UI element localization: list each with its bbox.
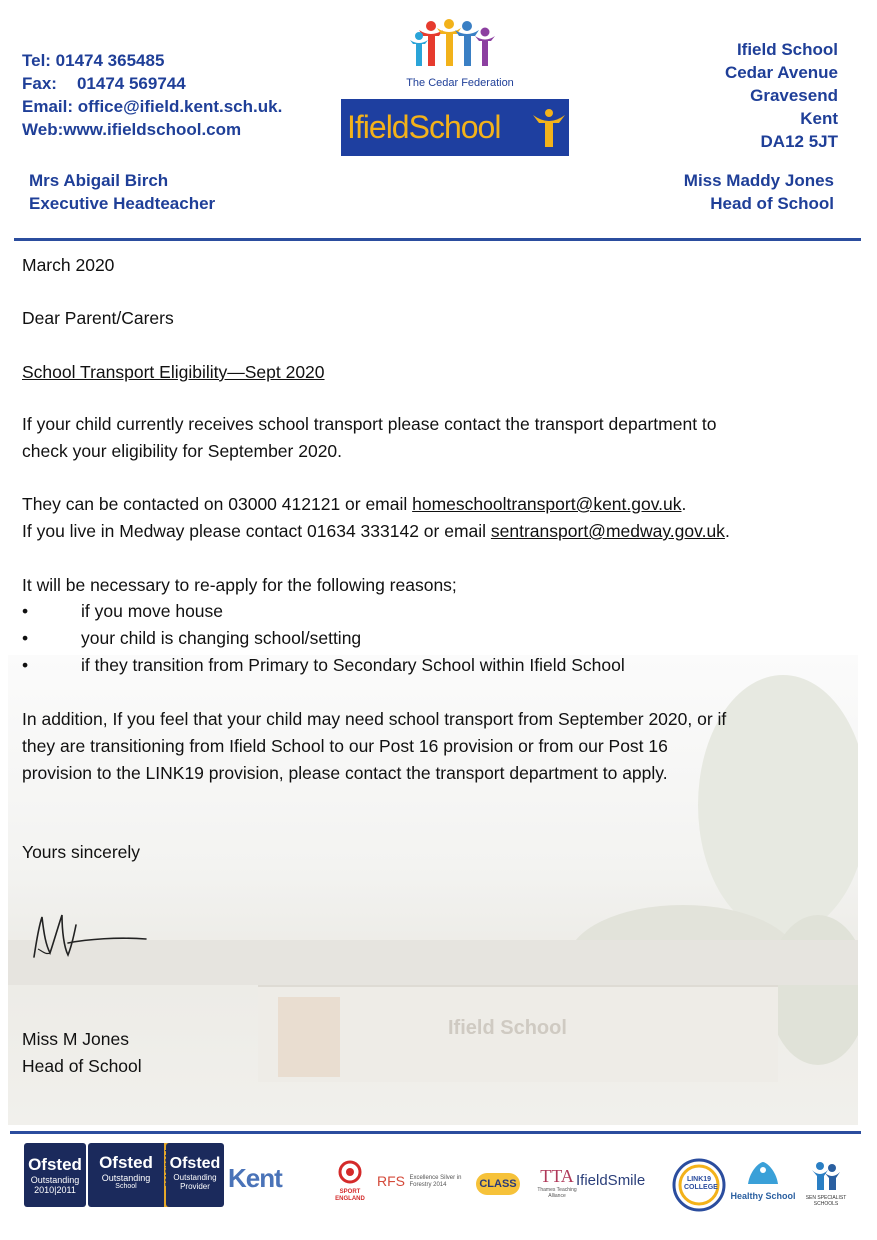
closing: Yours sincerely	[22, 842, 141, 862]
kent-logo	[228, 1163, 282, 1194]
paragraph-line: In addition, If you feel that your child may need school transport from September 2020, or if	[22, 709, 727, 729]
fax-label: Fax:	[22, 74, 57, 93]
reason-text: if you move house	[81, 601, 224, 621]
link19-logo	[670, 1156, 728, 1214]
telephone: Tel: 01474 365485	[22, 51, 165, 70]
school-address	[725, 38, 838, 153]
reasons-list	[22, 598, 625, 679]
paragraph-line: check your eligibility for September 2020.	[22, 441, 343, 461]
sport-england-logo	[330, 1160, 370, 1203]
rfs-subtext: Excellence Silver in Forestry 2014	[409, 1174, 462, 1188]
cedar-federation-logo	[395, 16, 525, 92]
kent-email-link[interactable]: homeschooltransport@kent.gov.uk	[412, 494, 682, 514]
bullet-icon: •	[22, 601, 29, 621]
contact-text: They can be contacted on 03000 412121 or email	[22, 494, 413, 514]
ifield-smile-logo	[576, 1172, 645, 1189]
ofsted-word: Ofsted	[28, 1155, 82, 1174]
paragraph-additional	[22, 706, 726, 787]
ofsted-sub: Outstanding	[30, 1175, 80, 1185]
head-of-school	[684, 169, 834, 215]
list-item	[22, 598, 625, 625]
tta-logo	[532, 1166, 582, 1199]
ofsted-badge-2010	[24, 1143, 86, 1207]
ofsted-sub2: Provider	[180, 1182, 210, 1191]
website: Web:www.ifieldschool.com	[22, 120, 242, 139]
head-of-school-name: Miss Maddy Jones	[683, 171, 834, 190]
healthy-school-text: Healthy School	[730, 1191, 796, 1201]
ofsted-sub2: School	[115, 1183, 137, 1190]
contact-text: .	[724, 521, 730, 541]
sport-england-icon	[337, 1160, 363, 1184]
ofsted-sub: Outstanding	[173, 1173, 217, 1182]
tta-subtext: Thames Teaching Alliance	[537, 1187, 577, 1199]
building-sign: Ifield School	[448, 1017, 567, 1039]
address-line: DA12 5JT	[760, 132, 838, 151]
contact-text: If you live in Medway please contact 01634 333142 or email	[22, 521, 491, 541]
ofsted-sub: Outstanding	[101, 1173, 151, 1183]
ofsted-badge-2013	[88, 1143, 176, 1207]
signer-name: Miss M Jones	[22, 1029, 129, 1049]
kent-contact-line	[22, 491, 730, 518]
sen-specialist-logo	[800, 1160, 852, 1207]
sen-specialist-text: SEN SPECIALIST SCHOOLS	[805, 1195, 847, 1207]
letter-subject: School Transport Eligibility—Sept 2020	[22, 362, 325, 382]
executive-head-title: Executive Headteacher	[29, 194, 216, 213]
tta-text: TTA	[540, 1166, 574, 1186]
rfs-logo	[377, 1173, 467, 1191]
reason-text: your child is changing school/setting	[81, 628, 362, 648]
paragraph-line: provision to the LINK19 provision, please contact the transport department to apply.	[22, 763, 668, 783]
paragraph-eligibility	[22, 411, 717, 465]
kent-text: Kent	[228, 1163, 282, 1193]
contact-block	[22, 49, 282, 141]
address-line: Gravesend	[750, 86, 838, 105]
tree-figure-icon	[531, 107, 567, 149]
sport-england-text: SPORT ENGLAND	[335, 1189, 365, 1202]
bullet-icon: •	[22, 655, 29, 675]
email: Email: office@ifield.kent.sch.uk.	[22, 97, 283, 116]
header-divider	[14, 238, 861, 241]
executive-head-name: Mrs Abigail Birch	[29, 171, 169, 190]
healthy-school-logo	[730, 1160, 796, 1201]
reapply-intro: It will be necessary to re-apply for the following reasons;	[22, 575, 457, 595]
address-line: Ifield School	[736, 40, 838, 59]
signer-block	[22, 1026, 142, 1080]
list-item	[22, 652, 625, 679]
ofsted-years: 2010|2011	[34, 1185, 76, 1195]
medway-contact-line	[22, 518, 730, 545]
school-logo-text: IfieldSchool	[347, 109, 501, 145]
federation-name: The Cedar Federation	[406, 77, 514, 89]
medway-email-link[interactable]: sentransport@medway.gov.uk	[490, 521, 725, 541]
bullet-icon: •	[22, 628, 29, 648]
reason-text: if they transition from Primary to Secondary School within Ifield School	[81, 655, 625, 675]
class-logo	[476, 1173, 520, 1195]
tree-shape	[768, 915, 858, 1065]
address-line: Cedar Avenue	[724, 63, 838, 82]
rfs-text: RFS	[377, 1173, 405, 1189]
fax	[22, 72, 282, 95]
class-text: CLASS	[479, 1178, 517, 1190]
footer-divider	[10, 1131, 861, 1134]
federation-figures-icon	[395, 16, 525, 74]
signature	[28, 905, 153, 965]
ifield-school-logo	[341, 99, 569, 156]
sen-specialist-icon	[808, 1160, 844, 1190]
paragraph-line: they are transitioning from Ifield School to our Post 16 provision or from our Post 16	[22, 736, 668, 756]
executive-head	[29, 169, 215, 215]
ofsted-word: Ofsted	[99, 1153, 153, 1172]
list-item	[22, 625, 625, 652]
ifield-smile-text: IfieldSmile	[576, 1172, 646, 1189]
healthy-school-icon	[746, 1160, 780, 1186]
head-of-school-title: Head of School	[710, 194, 834, 213]
fax-number: 01474 569744	[76, 74, 186, 93]
address-line: Kent	[800, 109, 838, 128]
paragraph-line: If your child currently receives school transport please contact the transport department to	[22, 414, 717, 434]
contact-text: .	[681, 494, 687, 514]
ofsted-badge-provider	[166, 1143, 224, 1207]
salutation: Dear Parent/Carers	[22, 308, 174, 328]
letter-date: March 2020	[22, 255, 115, 275]
paragraph-contacts	[22, 491, 730, 545]
ofsted-word: Ofsted	[169, 1155, 221, 1172]
building-door	[278, 997, 340, 1077]
signer-title: Head of School	[22, 1056, 142, 1076]
link19-text: LINK19 COLLEGE	[684, 1176, 718, 1191]
